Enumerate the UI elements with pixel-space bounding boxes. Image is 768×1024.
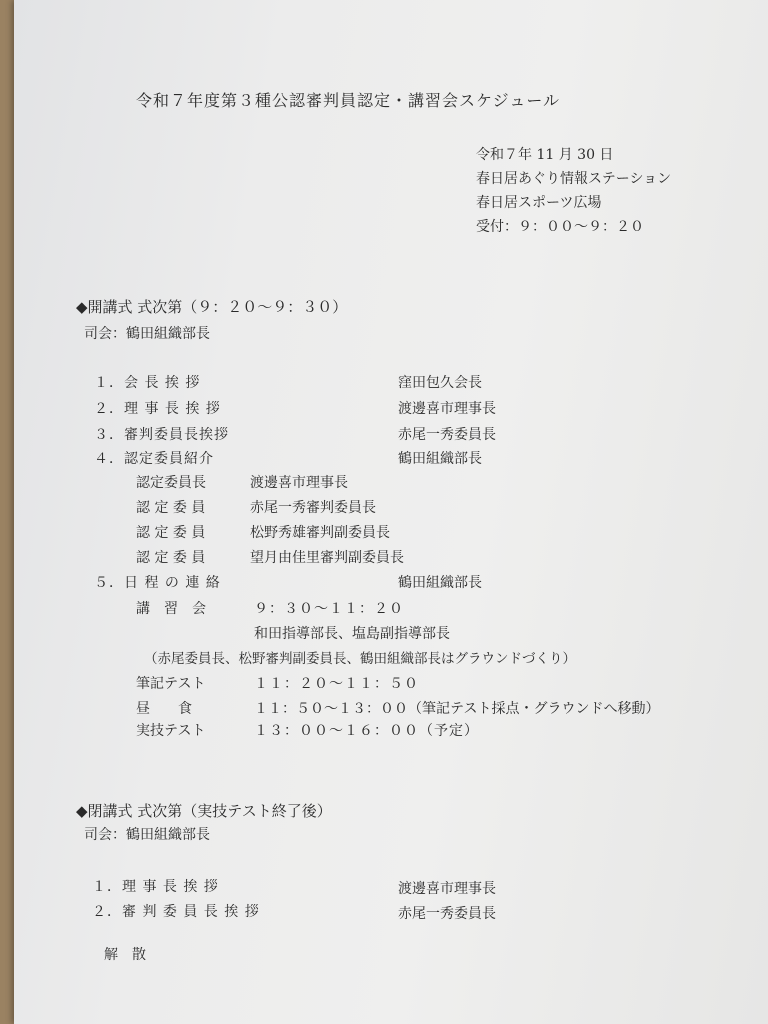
schedule-lunch-time: １１：５０〜１３：００（筆記テスト採点・グラウンドへ移動） — [254, 701, 660, 717]
schedule-lunch-label: 昼 食 — [136, 701, 192, 717]
opening-item-label: １．会 長 挨 拶 — [94, 375, 201, 391]
committee-role: 認 定 委 員 — [136, 550, 206, 566]
opening-item-person: 渡邊喜市理事長 — [398, 401, 496, 417]
opening-mc: 司会：鶴田組織部長 — [84, 326, 210, 342]
committee-role: 認 定 委 員 — [136, 500, 206, 516]
committee-name: 赤尾一秀審判委員長 — [250, 500, 376, 516]
schedule-ground-note: （赤尾委員長、松野審判副委員長、鶴田組織部長はグラウンドづくり） — [144, 651, 576, 667]
closing-item-person: 赤尾一秀委員長 — [398, 906, 496, 922]
schedule-lecture-label: 講 習 会 — [136, 601, 206, 617]
opening-item-label: ４．認定委員紹介 — [94, 451, 214, 467]
opening-item-label: ５．日 程 の 連 絡 — [94, 575, 221, 591]
venue-1: 春日居あぐり情報ステーション — [476, 171, 672, 187]
venue-2: 春日居スポーツ広場 — [476, 195, 602, 211]
opening-item-person: 鶴田組織部長 — [398, 575, 482, 591]
document-page — [14, 0, 768, 1024]
schedule-lecture-staff: 和田指導部長、塩島副指導部長 — [254, 626, 450, 642]
reception-time: 受付：９：００〜９：２０ — [476, 219, 644, 235]
schedule-practical-time: １３：００〜１６：００（予定） — [254, 723, 479, 739]
opening-item-label: ２．理 事 長 挨 拶 — [94, 401, 221, 417]
schedule-written-label: 筆記テスト — [136, 676, 206, 692]
closing-heading: ◆閉講式 式次第（実技テスト終了後） — [76, 802, 332, 820]
committee-role: 認 定 委 員 — [136, 525, 206, 541]
event-date: 令和７年 11 月 30 日 — [476, 147, 614, 163]
committee-role: 認定委員長 — [136, 475, 206, 491]
opening-item-person: 窪田包久会長 — [398, 375, 482, 391]
committee-name: 松野秀雄審判副委員長 — [250, 525, 390, 541]
dismissal: 解 散 — [104, 947, 146, 963]
opening-item-person: 赤尾一秀委員長 — [398, 427, 496, 443]
closing-item-person: 渡邊喜市理事長 — [398, 881, 496, 897]
opening-item-label: ３．審判委員長挨拶 — [94, 427, 229, 443]
closing-item-label: １．理 事 長 挨 拶 — [92, 879, 219, 895]
schedule-practical-label: 実技テスト — [136, 723, 206, 739]
committee-name: 望月由佳里審判副委員長 — [250, 550, 404, 566]
schedule-lecture-time: ９：３０〜１１：２０ — [254, 601, 404, 617]
closing-item-label: ２．審 判 委 員 長 挨 拶 — [92, 904, 260, 920]
committee-name: 渡邊喜市理事長 — [250, 475, 348, 491]
opening-heading: ◆開講式 式次第（９：２０〜９：３０） — [76, 298, 348, 316]
closing-mc: 司会：鶴田組織部長 — [84, 827, 210, 843]
schedule-written-time: １１：２０〜１１：５０ — [254, 676, 419, 692]
document-title: 令和７年度第３種公認審判員認定・講習会スケジュール — [136, 91, 561, 110]
opening-item-person: 鶴田組織部長 — [398, 451, 482, 467]
